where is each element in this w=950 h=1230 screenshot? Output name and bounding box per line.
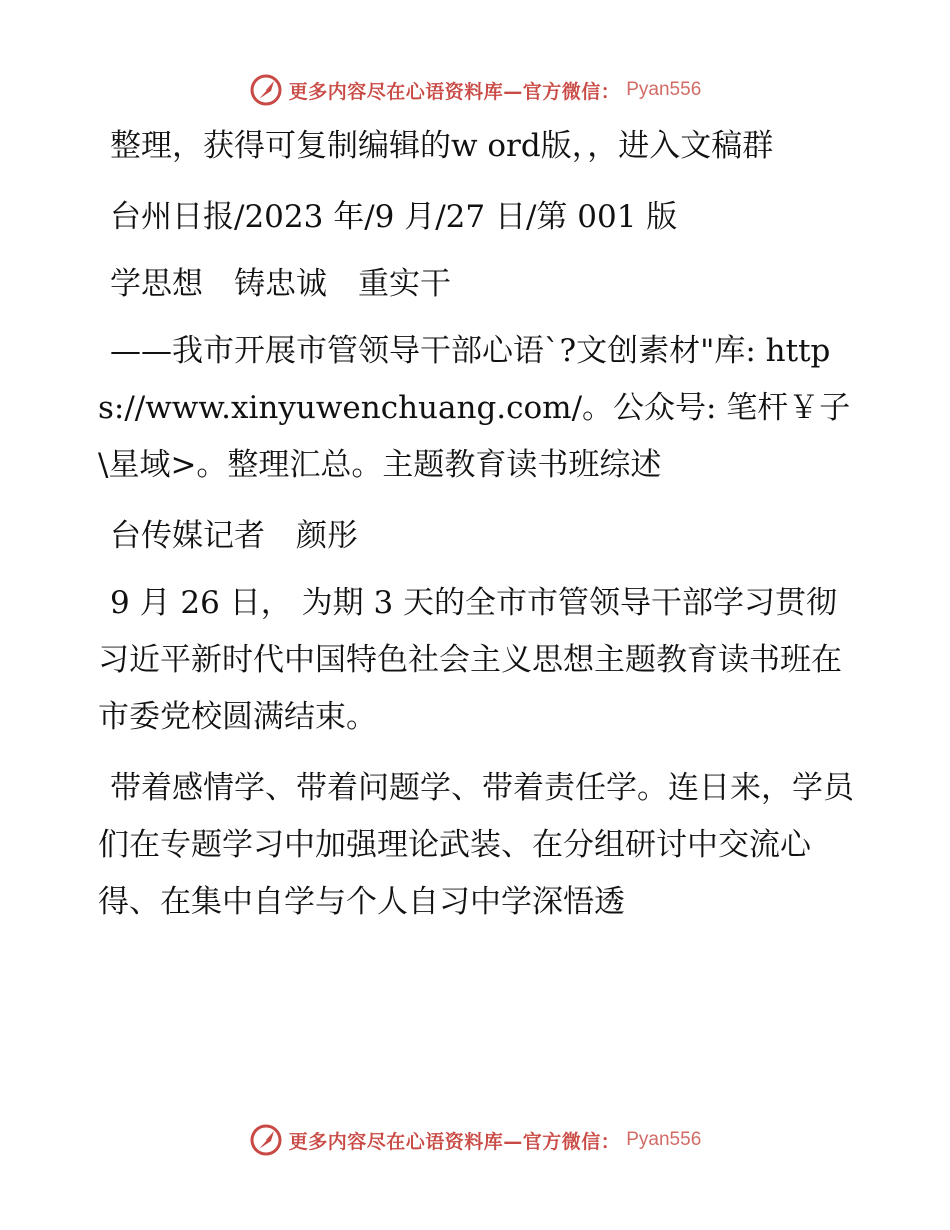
- quill-logo-icon: [249, 73, 283, 107]
- watermark-header: [0, 70, 950, 110]
- intro-paragraph: 整理，获得可复制编辑的w ord版，，进入文稿群: [110, 128, 774, 164]
- watermark-text: 更多内容尽在心语资料库—官方微信：: [288, 80, 621, 103]
- article-subtitle: ——我市开展市管领导干部心语`?文创素材"库: https://www.xinyuwenchuang.com/。公众号: 笔杆￥子\星域>。整理汇总。主题教育读书班综述: [98, 333, 851, 483]
- article-title: 学思想 铸忠诚 重实干: [110, 266, 451, 302]
- watermark-text: 更多内容尽在心语资料库—官方微信：: [288, 1130, 621, 1153]
- quill-logo-icon: [249, 1123, 283, 1157]
- watermark-wechat-id: Pyan556: [626, 1129, 702, 1150]
- body-paragraph-1: 9 月 26 日， 为期 3 天的全市市管领导干部学习贯彻习近平新时代中国特色社会主义思想主题教育读书班在市委党校圆满结束。: [98, 585, 842, 735]
- watermark-footer: [0, 1120, 950, 1160]
- document-body: [98, 118, 858, 945]
- byline: 台传媒记者 颜彤: [110, 518, 358, 554]
- publication-line: 台州日报/2023 年/9 月/27 日/第 001 版: [110, 199, 678, 235]
- body-paragraph-2: 带着感情学、带着问题学、带着责任学。连日来，学员们在专题学习中加强理论武装、在分组研讨中交流心得、在集中自学与个人自习中学深悟透: [98, 770, 854, 920]
- watermark-wechat-id: Pyan556: [626, 79, 702, 100]
